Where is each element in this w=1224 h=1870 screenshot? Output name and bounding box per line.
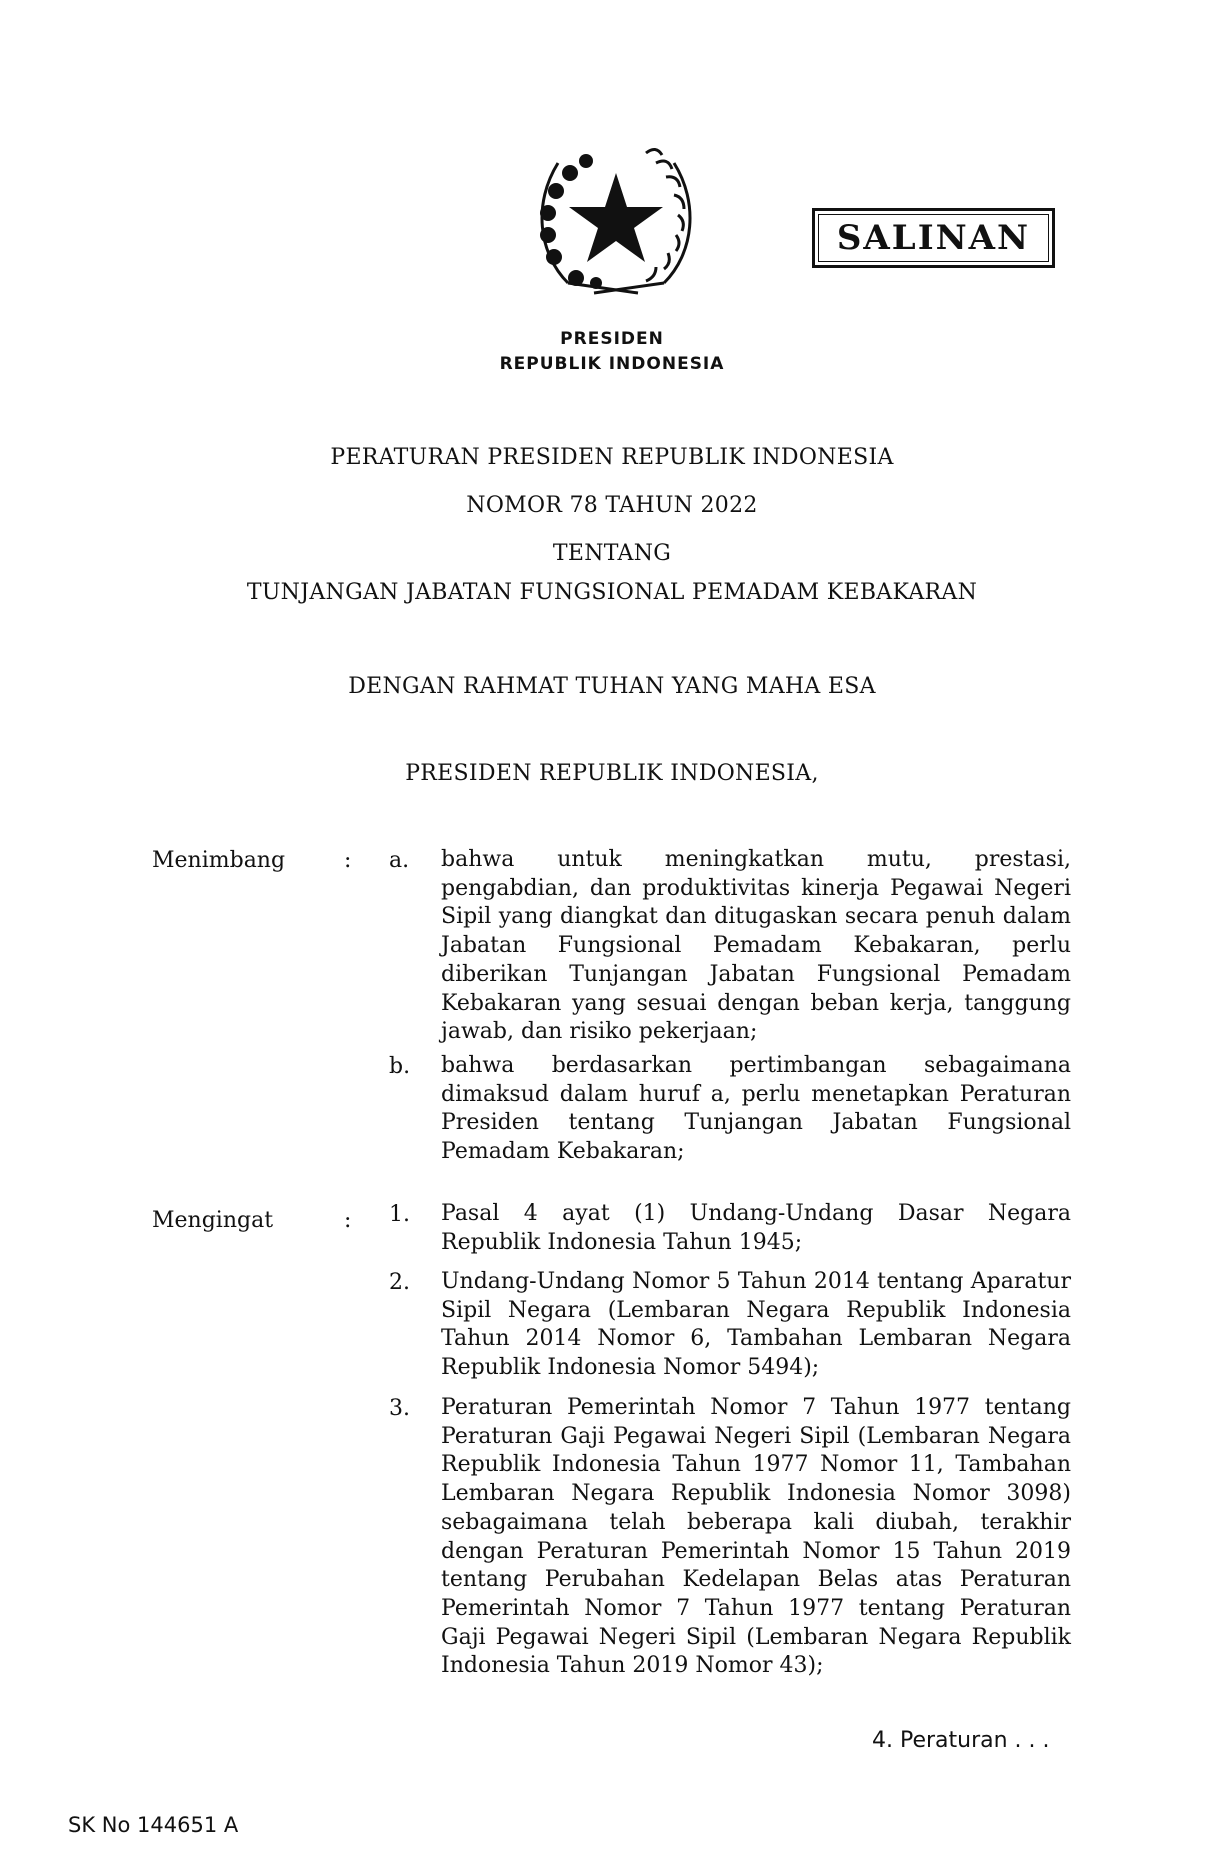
mengingat-item-1-marker: 1. bbox=[389, 1202, 410, 1227]
invocation: DENGAN RAHMAT TUHAN YANG MAHA ESA bbox=[348, 674, 876, 699]
mengingat-item-3-text: Peraturan Pemerintah Nomor 7 Tahun 1977 tentang Peraturan Gaji Pegawai Negeri Sipil (Lembaran Negara Republik Indonesia Tahun 1977 Nomor 11, Tambahan Lembaran Negara Republik Indonesia Nomor 3098) sebagaimana telah beberapa kali diubah, terakhir dengan Peraturan Pemerintah Nomor 15 Tahun 2019 tentang Perubahan Kedelapan Belas atas Peraturan Pemerintah Nomor 7 Tahun 1977 tentang Peraturan Gaji Pegawai Negeri Sipil (Lembaran Negara Republik Indonesia Tahun 2019 Nomor 43); bbox=[441, 1395, 1071, 1679]
mengingat-item-3-marker: 3. bbox=[389, 1396, 410, 1421]
mengingat-item-2-marker: 2. bbox=[389, 1270, 410, 1295]
mengingat-label: Mengingat bbox=[152, 1208, 274, 1233]
mengingat-colon: : bbox=[344, 1208, 352, 1233]
title-regulation-type: PERATURAN PRESIDEN REPUBLIK INDONESIA bbox=[330, 445, 894, 470]
menimbang-item-b-marker: b. bbox=[389, 1054, 411, 1079]
title-subject: TUNJANGAN JABATAN FUNGSIONAL PEMADAM KEBAKARAN bbox=[246, 580, 978, 605]
title-tentang: TENTANG bbox=[552, 541, 672, 566]
menimbang-item-a-text: bahwa untuk meningkatkan mutu, prestasi, pengabdian, dan produktivitas kinerja Pegawai Negeri Sipil yang diangkat dan ditugaskan secara penuh dalam Jabatan Fungsional Pemadam Kebakaran, perlu diberikan Tunjangan Jabatan Fungsional Pemadam Kebakaran yang sesuai dengan beban kerja, tanggung jawab, dan risiko pekerjaan; bbox=[441, 847, 1071, 1045]
page-continuation: 4. Peraturan . . . bbox=[872, 1728, 1050, 1753]
salinan-stamp bbox=[812, 208, 1055, 268]
presidential-seal-icon bbox=[528, 133, 704, 305]
menimbang-item-a-marker: a. bbox=[389, 848, 410, 873]
menimbang-colon: : bbox=[344, 848, 352, 873]
header-republik-indonesia: REPUBLIK INDONESIA bbox=[499, 354, 725, 374]
authority-line: PRESIDEN REPUBLIK INDONESIA, bbox=[405, 761, 819, 786]
header-presiden: PRESIDEN bbox=[560, 329, 664, 349]
title-number-year: NOMOR 78 TAHUN 2022 bbox=[466, 493, 758, 518]
mengingat-item-2-text: Undang-Undang Nomor 5 Tahun 2014 tentang Aparatur Sipil Negara (Lembaran Negara Republik Indonesia Tahun 2014 Nomor 6, Tambahan Lembaran Negara Republik Indonesia Nomor 5494); bbox=[441, 1269, 1071, 1381]
sk-number: SK No 144651 A bbox=[68, 1813, 239, 1837]
menimbang-item-b-text: bahwa berdasarkan pertimbangan sebagaimana dimaksud dalam huruf a, perlu menetapkan Peraturan Presiden tentang Tunjangan Jabatan Fungsional Pemadam Kebakaran; bbox=[441, 1053, 1071, 1165]
menimbang-label: Menimbang bbox=[152, 848, 286, 873]
mengingat-item-1-text: Pasal 4 ayat (1) Undang-Undang Dasar Negara Republik Indonesia Tahun 1945; bbox=[441, 1201, 1071, 1255]
salinan-stamp-text: SALINAN bbox=[836, 218, 1031, 258]
